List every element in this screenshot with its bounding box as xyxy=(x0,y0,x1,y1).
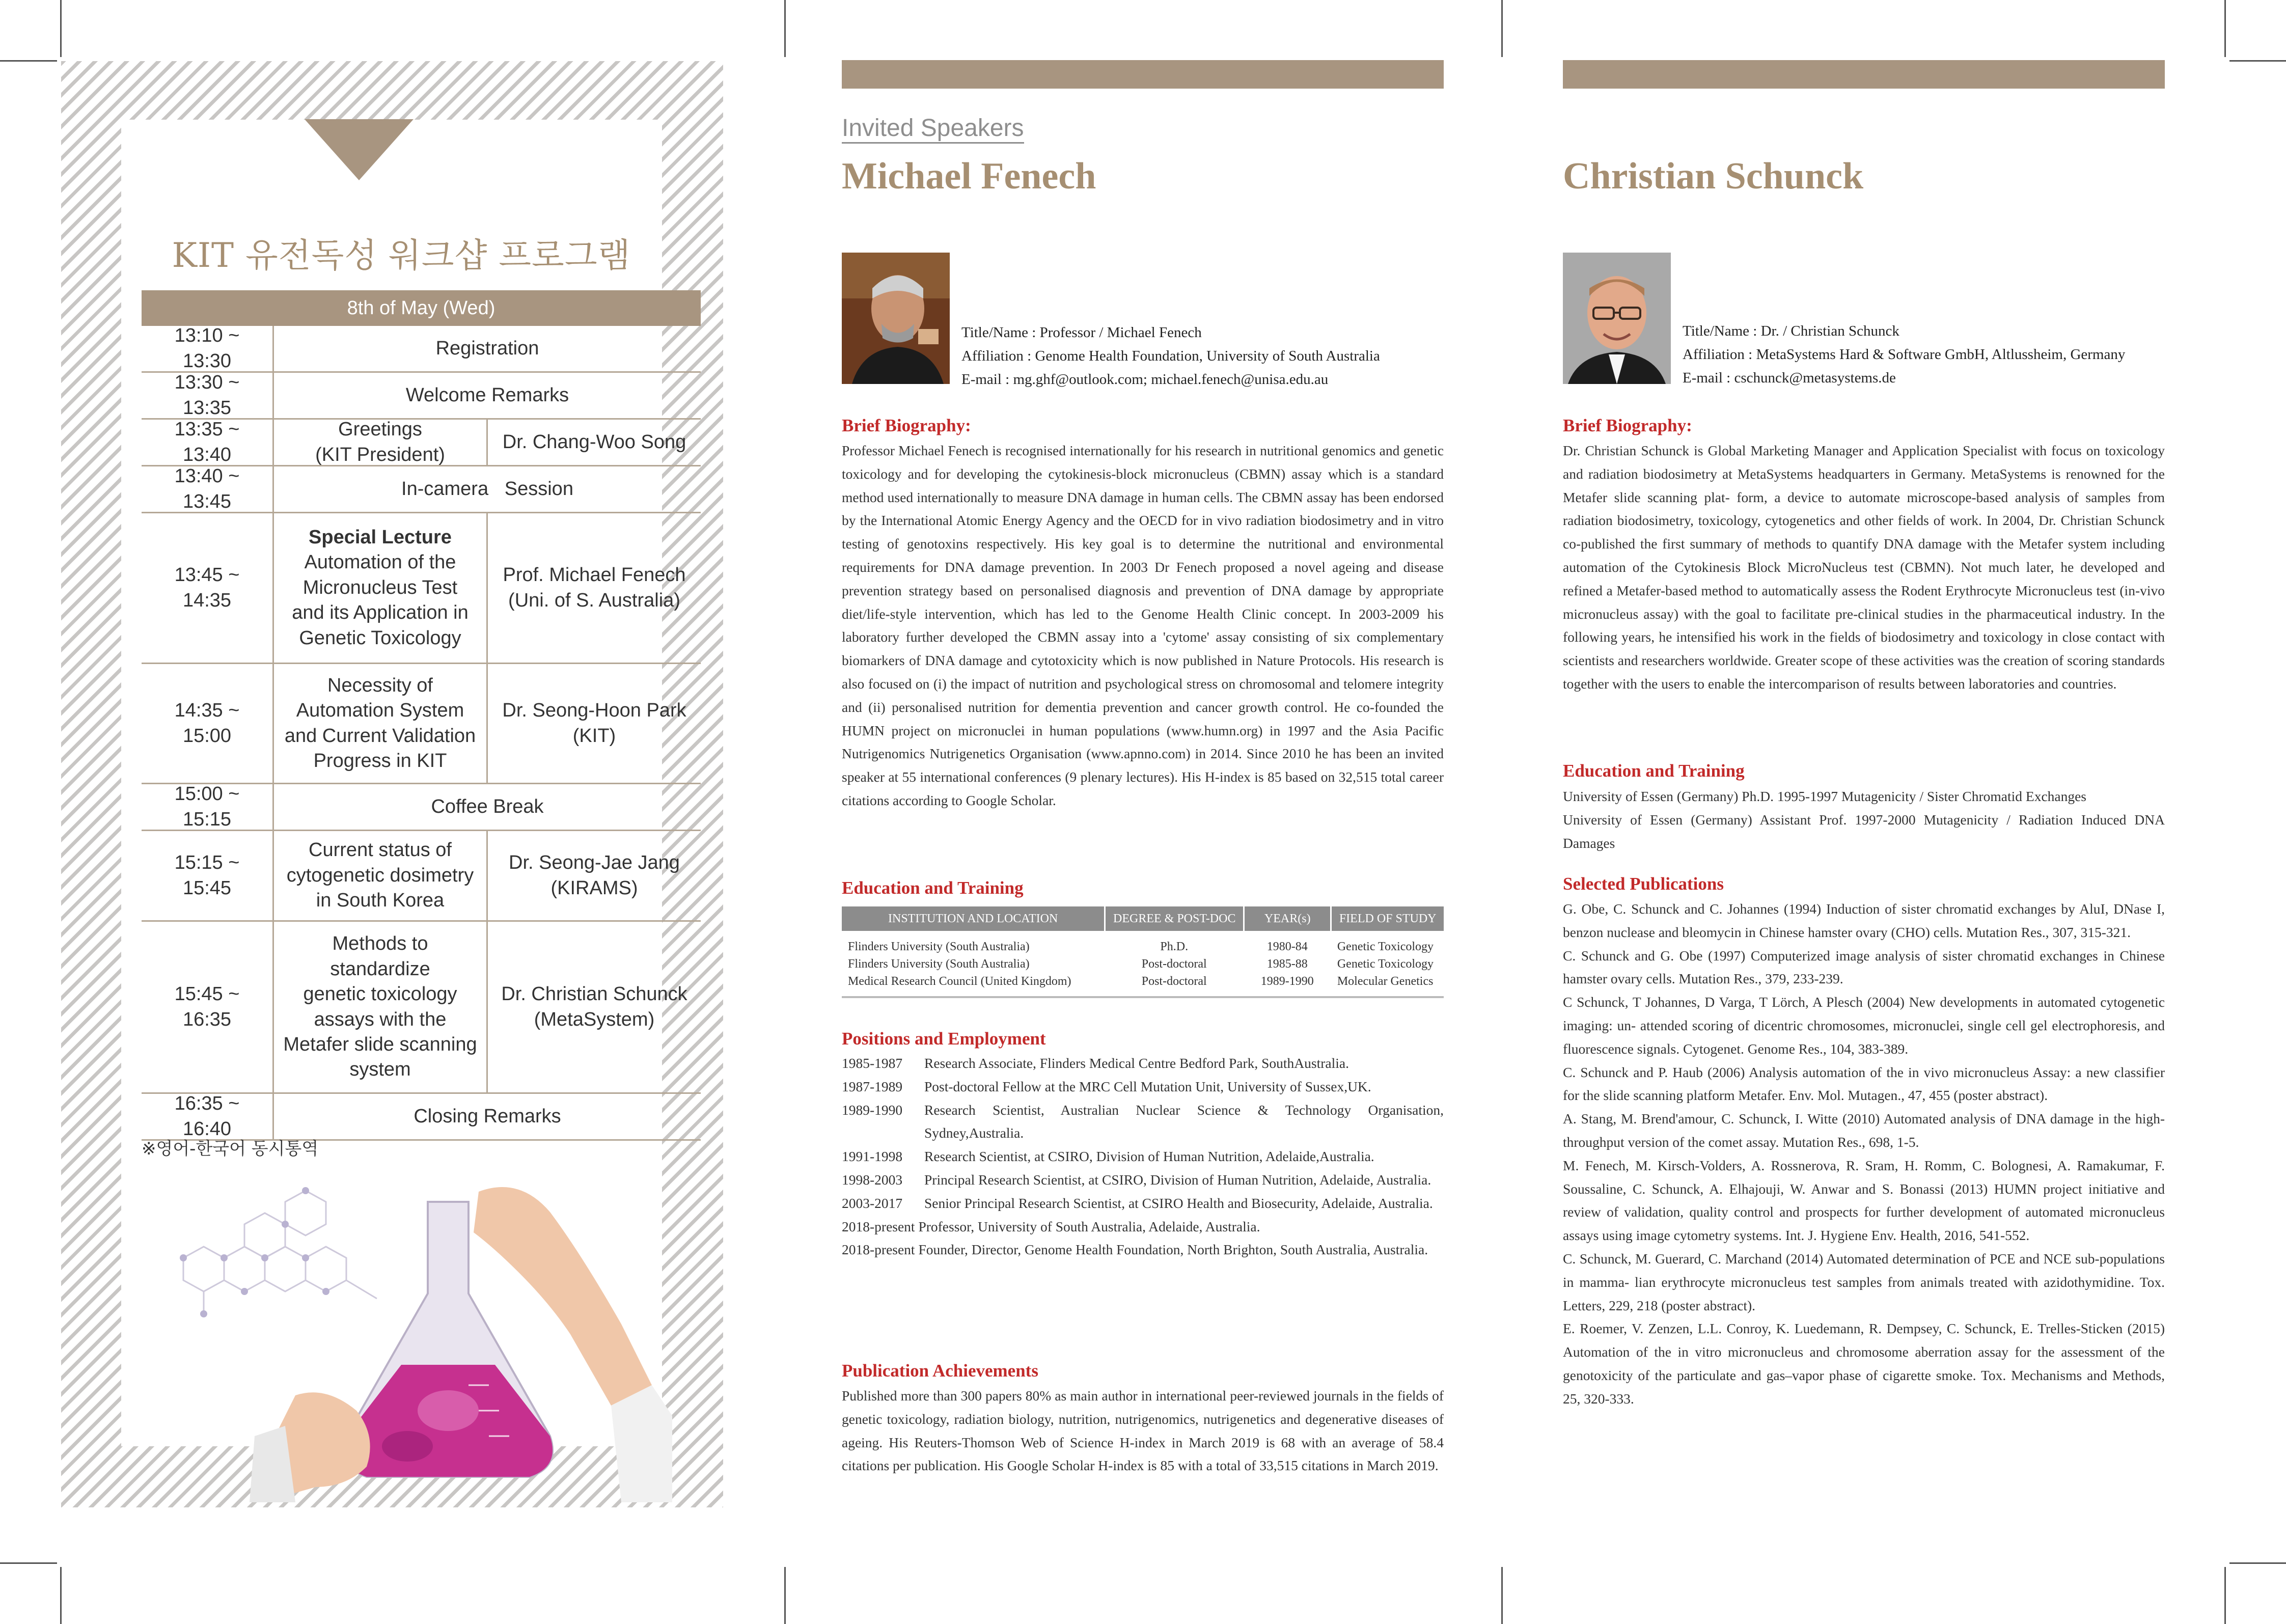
session-title-line: Automation System xyxy=(296,700,464,722)
program-table xyxy=(142,290,701,1141)
speaker-line: Dr. Seong-Jae Jang xyxy=(509,852,680,874)
program-speaker xyxy=(488,831,701,920)
speaker-name: Michael Fenech xyxy=(842,155,1096,197)
education-cell: Medical Research Council (United Kingdom) xyxy=(848,975,1071,988)
position-years: 1987-1989 xyxy=(842,1078,903,1094)
program-time: 13:40 ~ 13:45 xyxy=(142,466,274,512)
speaker-line: Dr. Chang-Woo Song xyxy=(502,431,686,453)
crop-mark xyxy=(1501,0,1503,57)
crop-mark xyxy=(60,1567,62,1624)
session-title-line: in South Korea xyxy=(316,890,445,912)
education-heading: Education and Training xyxy=(842,878,1024,898)
education-item: University of Essen (Germany) Assistant Prof. 1997-2000 Mutagenicity / Radiation Induced DNA Damages xyxy=(1563,811,2165,851)
speaker-affiliation: Affiliation : MetaSystems Hard & Software GmbH, Altlussheim, Germany xyxy=(1683,346,2126,363)
publications-heading: Publication Achievements xyxy=(842,1361,1038,1381)
program-time: 13:10 ~ 13:30 xyxy=(142,326,274,371)
session-title-line: genetic toxicology xyxy=(303,983,457,1005)
education-table xyxy=(842,906,1444,998)
education-cell: Ph.D. xyxy=(1160,940,1189,953)
flask-illustration-icon xyxy=(163,1171,672,1502)
publication-item: G. Obe, C. Schunck and C. Johannes (1994) Induction of sister chromatid exchanges by AluI, DNase I, benzon nuclease and bleomycin in Chinese hamster ovary (CHO) cells. Mutation Res., 307, 315-321. xyxy=(1563,901,2165,940)
program-row xyxy=(142,513,701,664)
publications-list xyxy=(1563,897,2165,1411)
program-session-title xyxy=(274,831,488,920)
position-years: 2003-2017 xyxy=(842,1195,903,1211)
special-lecture-label: Special Lecture xyxy=(309,527,452,548)
crop-mark xyxy=(784,0,786,57)
education-column xyxy=(1331,931,1444,997)
speaker-affiliation: Affiliation : Genome Health Foundation, University of South Australia xyxy=(961,348,1380,364)
publication-item: M. Fenech, M. Kirsch-Volders, A. Rossnerova, R. Sram, H. Romm, C. Bolognesi, A. Ramakumar, F. Soussaline, C. Schunck, A. Elhajouji, W. Anwar and S. Bonassi (2013) HUMN project initiative and review of validation, quality control and prospects for further development of automated micronucleus assays using image cytometry systems. Int. J. Hygiene Env. Health, 2016, 541-552. xyxy=(1563,1157,2165,1244)
session-title-line: Metafer slide scanning xyxy=(283,1033,477,1055)
session-title-line: (KIT President) xyxy=(315,444,445,465)
position-description: Principal Research Scientist, at CSIRO, Division of Human Nutrition, Adelaide, Australia. xyxy=(924,1171,1431,1188)
program-speaker xyxy=(488,513,701,663)
crop-mark xyxy=(2229,60,2286,62)
position-item: 2018-present Founder, Director, Genome Health Foundation, North Brighton, South Australia, Australia. xyxy=(842,1242,1428,1258)
position-years: 1998-2003 xyxy=(842,1171,903,1188)
session-title-line: and its Application in xyxy=(292,602,469,624)
publication-item: C Schunck, T Johannes, D Varga, T Lörch, A Plesch (2004) New developments in automated cytogenetic imaging: un- attended scoring of dicentric chromosomes, micronuclei, single cell gel electrophoresis, and fluorescence signals. Cytogenet. Genome Res., 104, 383-389. xyxy=(1563,994,2165,1057)
biography-text: Dr. Christian Schunck is Global Marketing Manager and Application Specialist with focus on toxicology and radiation biodosimetry at MetaSystems headquarters in Germany. MetaSystems is renowned for the Metafer slide scanning plat- form, a device to automate microscope-based analysis of samples from radiation biodosimetry, toxicology, cytogenetics and other fields of work. In 2004, Dr. Christian Schunck co-published the first summary of methods to quantify DNA damage with the Metafer system including automation of the Cytokinesis Block MicroNucleus test (CBMN). Not much later, he developed and refined a Metafer-based method to automatically assess the Rodent Erythrocyte Micronucleus test (in-vivo micronucleus assay) with the goal to facilitate pre-clinical studies in the pharmaceutical industry. In the following years, he intensified his work in the fields of biodosimetry and toxicology in close contact with scientists and researchers worldwide. Greater scope of these activities was the creation of scoring standards together with the users to enable the intercomparison of results between laboratories and countries. xyxy=(1563,443,2165,692)
program-row xyxy=(142,1094,701,1141)
publication-item: E. Roemer, V. Zenzen, L.L. Conroy, K. Luedemann, R. Dempsey, C. Schunck, E. Trelles-Sticken (2015) Automation of the in vitro micronucleus and chromosome aberration assay for the assessment of the genotoxicity of the particulate and gas–vapor phase of cigarette smoke. Tox. Mechanisms and Methods, 25, 320-333. xyxy=(1563,1320,2165,1407)
education-column-header: INSTITUTION AND LOCATION xyxy=(842,906,1105,931)
education-heading: Education and Training xyxy=(1563,761,1745,781)
program-item: Coffee Break xyxy=(431,795,544,817)
position-item xyxy=(842,1052,1444,1075)
speaker-title-name: Title/Name : Dr. / Christian Schunck xyxy=(1683,323,1899,339)
program-date: 8th of May (Wed) xyxy=(142,290,701,326)
positions-list xyxy=(842,1052,1444,1261)
education-cell: Post-doctoral xyxy=(1141,975,1207,988)
education-cell: 1985-88 xyxy=(1266,957,1308,971)
education-column xyxy=(842,931,1105,997)
crop-mark xyxy=(2229,1562,2286,1564)
position-item: 2018-present Professor, University of South Australia, Adelaide, Australia. xyxy=(842,1218,1260,1234)
education-column-header: YEAR(s) xyxy=(1244,906,1331,931)
session-title-line: Necessity of xyxy=(327,674,433,696)
program-item: Registration xyxy=(435,337,539,359)
education-item: University of Essen (Germany) Ph.D. 1995-1997 Mutagenicity / Sister Chromatid Exchanges xyxy=(1563,788,2087,804)
program-item: Welcome Remarks xyxy=(405,384,569,406)
program-row xyxy=(142,784,701,831)
education-column xyxy=(1105,931,1244,997)
session-title-line: Greetings xyxy=(338,419,422,441)
crop-mark xyxy=(784,1567,786,1624)
education-column-header: DEGREE & POST-DOC xyxy=(1105,906,1244,931)
publications-heading: Selected Publications xyxy=(1563,874,1724,894)
program-title: KIT 유전독성 워크샵 프로그램 xyxy=(172,236,631,275)
session-title-line: Automation of the xyxy=(304,552,456,573)
education-cell: 1989-1990 xyxy=(1260,975,1314,988)
speaker-email: E-mail : cschunck@metasystems.de xyxy=(1683,370,1896,386)
program-row xyxy=(142,420,701,466)
speaker-line: (KIT) xyxy=(572,725,616,747)
speaker-email: E-mail : mg.ghf@outlook.com; michael.fenech@unisa.edu.au xyxy=(961,371,1329,388)
program-time: 14:35 ~ 15:00 xyxy=(142,664,274,783)
biography-heading: Brief Biography: xyxy=(842,416,971,435)
position-description: Senior Principal Research Scientist, at CSIRO Health and Biosecurity, Adelaide, Australia. xyxy=(924,1195,1433,1211)
biography-heading: Brief Biography: xyxy=(1563,416,1692,435)
program-row xyxy=(142,664,701,784)
session-title-line: Micronucleus Test xyxy=(302,576,458,598)
triangle-marker-icon xyxy=(305,119,414,180)
education-column-header: FIELD OF STUDY xyxy=(1331,906,1444,931)
session-title-line: Progress in KIT xyxy=(313,750,447,772)
crop-mark xyxy=(1501,1567,1503,1624)
session-title-line: Genetic Toxicology xyxy=(299,627,461,649)
education-table-header xyxy=(842,906,1444,931)
education-cell: Genetic Toxicology xyxy=(1337,940,1434,953)
invited-speakers-label: Invited Speakers xyxy=(842,115,1024,144)
program-session-title xyxy=(274,513,488,663)
program-row xyxy=(142,326,701,373)
speaker-title-name: Title/Name : Professor / Michael Fenech xyxy=(961,324,1202,341)
program-time: 16:35 ~ 16:40 xyxy=(142,1094,274,1139)
header-bar xyxy=(842,60,1444,89)
session-title-line: Current status of xyxy=(309,839,452,861)
position-description: Research Associate, Flinders Medical Centre Bedford Park, SouthAustralia. xyxy=(924,1055,1349,1071)
publications-text: Published more than 300 papers 80% as main author in international peer-reviewed journals in the fields of genetic toxicology, radiation biology, nutrition, nutrigenomics, nutrigenetics and degenerative diseases of ageing. His Reuters-Thomson Web of Science H-index in March 2019 is 68 with an average of 58.4 citations per publication. His Google Scholar H-index is 85 with a total of 33,515 citations in March 2019. xyxy=(842,1388,1444,1474)
publication-item: A. Stang, M. Brend'amour, C. Schunck, I. Witte (2010) Automated analysis of DNA damage in the high-throughput version of the comet assay. Mutation Res., 698, 1-5. xyxy=(1563,1111,2165,1150)
position-description: Post-doctoral Fellow at the MRC Cell Mutation Unit, University of Sussex,UK. xyxy=(924,1078,1371,1094)
program-row xyxy=(142,466,701,513)
session-title-line: Methods to standardize xyxy=(330,933,430,980)
education-table-row xyxy=(842,931,1444,997)
position-item xyxy=(842,1168,1444,1192)
speaker-line: (Uni. of S. Australia) xyxy=(508,589,680,611)
position-description: Research Scientist, at CSIRO, Division of Human Nutrition, Adelaide,Australia. xyxy=(924,1148,1374,1165)
program-row xyxy=(142,922,701,1094)
position-item xyxy=(842,1192,1444,1215)
position-item xyxy=(842,1075,1444,1098)
speaker-line: Prof. Michael Fenech xyxy=(503,564,686,586)
program-time: 13:45 ~ 14:35 xyxy=(142,513,274,663)
program-row xyxy=(142,831,701,922)
crop-mark xyxy=(2224,0,2226,57)
program-row xyxy=(142,373,701,420)
program-item: In-camera Session xyxy=(401,478,573,500)
publication-item: C. Schunck, M. Guerard, C. Marchand (2014) Automated determination of PCE and NCE sub-populations in mamma- lian erythrocyte micronucleus test samples from animals treated with azidothymidine. Tox. Letters, 229, 218 (poster abstract). xyxy=(1563,1250,2165,1313)
header-bar xyxy=(1563,60,2165,89)
program-time: 15:15 ~ 15:45 xyxy=(142,831,274,920)
education-cell: Flinders University (South Australia) xyxy=(848,957,1030,971)
program-session-title xyxy=(274,922,488,1092)
session-title-line: and Current Validation xyxy=(284,725,476,747)
education-cell: Post-doctoral xyxy=(1141,957,1207,971)
program-time: 13:30 ~ 13:35 xyxy=(142,373,274,418)
speaker-name: Christian Schunck xyxy=(1563,155,1864,197)
program-time: 15:45 ~ 16:35 xyxy=(142,922,274,1092)
program-speaker xyxy=(488,922,701,1092)
biography-text: Professor Michael Fenech is recognised internationally for his research in nutritional genomics and genetic toxicology and for developing the cytokinesis-block micronucleus (CBMN) assay which is a standard method used internationally to measure DNA damage in human cells. The CBMN assay has been endorsed by the International Atomic Energy Agency and the OECD for in vivo radiation biodosimetry and in vitro testing of genotoxins respectively. His key goal is to determine the nutritional and environmental requirements for DNA damage prevention. In 2003 Dr Fenech proposed a novel ageing and disease prevention strategy based on personalised diagnosis and prevention of DNA damage by appropriate diet/life-style intervention, which has led to the Genome Health Clinic concept. In 2003-2009 his laboratory further developed the CBMN assay into a 'cytome' assay consisting of six complementary biomarkers of DNA damage and cytotoxicity which is now published in Nature Protocols. His research is also focused on (i) the impact of nutrition and psychological stress on chromosomal and telomere integrity and (ii) personalised nutrition for dementia prevention and cancer growth control. He co-founded the HUMN project on micronuclei in human populations (www.humn.org) in 1997 and the Asia Pacific Nutrigenomics Nutrigenetics Organisation (www.apnno.com) in 2014. Since 2010 he has been an invited speaker at 55 international conferences (9 plenary lectures). His H-index is 85 based on 32,515 total career citations according to Google Scholar. xyxy=(842,443,1444,808)
interpretation-note: ※영어-한국어 동시통역 xyxy=(142,1139,319,1159)
position-item xyxy=(842,1098,1444,1145)
session-title-line: cytogenetic dosimetry xyxy=(286,864,474,886)
position-years: 1985-1987 xyxy=(842,1055,903,1071)
program-session-title xyxy=(274,420,488,465)
position-item xyxy=(842,1145,1444,1168)
program-speaker xyxy=(488,664,701,783)
program-session-title xyxy=(274,664,488,783)
program-rows xyxy=(142,326,701,1141)
position-years: 1991-1998 xyxy=(842,1148,903,1165)
education-column xyxy=(1244,931,1331,997)
education-cell: 1980-84 xyxy=(1266,940,1308,953)
speaker-line: Dr. Christian Schunck xyxy=(501,983,687,1005)
program-time: 15:00 ~ 15:15 xyxy=(142,784,274,830)
education-cell: Genetic Toxicology xyxy=(1337,957,1434,971)
program-speaker xyxy=(488,420,701,465)
publication-item: C. Schunck and G. Obe (1997) Computerized image analysis of sister chromatid exchanges in Chinese hamster ovary cells. Mutation Res., 379, 233-239. xyxy=(1563,947,2165,987)
education-cell: Flinders University (South Australia) xyxy=(848,940,1030,953)
program-time: 13:35 ~ 13:40 xyxy=(142,420,274,465)
session-title-line: system xyxy=(349,1059,411,1081)
program-item: Closing Remarks xyxy=(414,1105,561,1127)
speaker-line: (KIRAMS) xyxy=(550,877,638,899)
crop-mark xyxy=(60,0,62,57)
speaker-photo-fenech xyxy=(842,253,950,384)
speaker-line: Dr. Seong-Hoon Park xyxy=(502,700,686,722)
position-description: Research Scientist, Australian Nuclear Science & Technology Organisation, Sydney,Australia. xyxy=(924,1102,1444,1141)
speaker-line: (MetaSystem) xyxy=(534,1008,655,1030)
publication-item: C. Schunck and P. Haub (2006) Analysis automation of the in vivo micronucleus Assay: a new classifier for the slide scanning platform Metafer. Env. Mol. Mutagen., 47, 455 (poster abstract). xyxy=(1563,1064,2165,1104)
crop-mark xyxy=(0,1562,57,1564)
education-cell: Molecular Genetics xyxy=(1337,975,1434,988)
crop-mark xyxy=(2224,1567,2226,1624)
positions-heading: Positions and Employment xyxy=(842,1029,1046,1049)
education-list xyxy=(1563,785,2165,855)
speaker-photo-schunck xyxy=(1563,253,1671,384)
session-title-line: assays with the xyxy=(314,1008,447,1030)
crop-mark xyxy=(0,60,57,62)
position-years: 1989-1990 xyxy=(842,1102,903,1118)
